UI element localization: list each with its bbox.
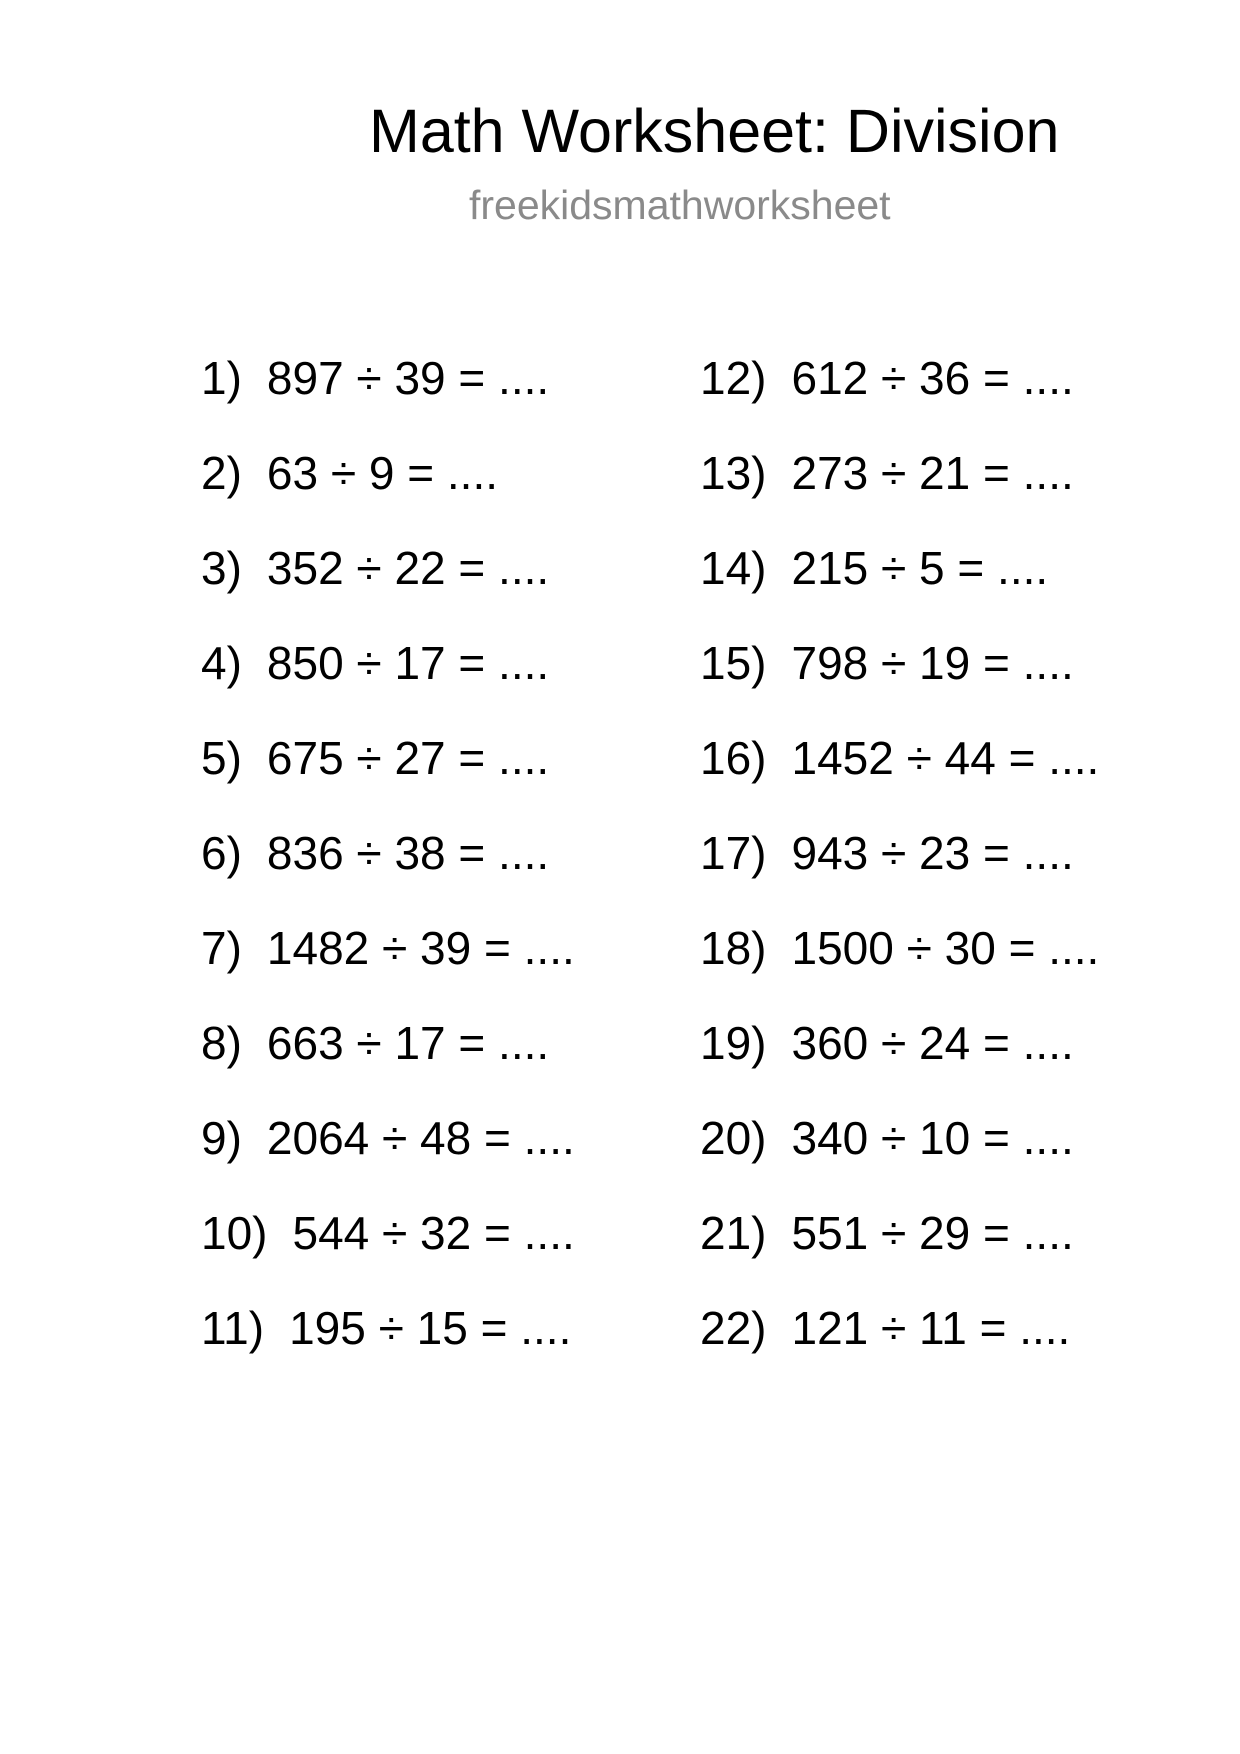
problem-expression: 360 ÷ 24 = .... <box>791 1017 1074 1069</box>
problem-expression: 798 ÷ 19 = .... <box>791 637 1074 689</box>
problem-column-right <box>700 350 1099 1395</box>
problem-expression: 63 ÷ 9 = .... <box>266 447 499 499</box>
problem-number: 4) <box>201 637 242 689</box>
problem-item <box>700 1015 1099 1110</box>
problem-expression: 340 ÷ 10 = .... <box>791 1112 1074 1164</box>
problem-item <box>201 445 575 540</box>
problem-expression: 1452 ÷ 44 = .... <box>791 732 1100 784</box>
problem-item <box>201 1110 575 1205</box>
problem-expression: 195 ÷ 15 = .... <box>289 1302 572 1354</box>
problem-number: 11) <box>201 1302 265 1354</box>
problem-item <box>700 635 1099 730</box>
problem-number: 2) <box>201 447 242 499</box>
problem-expression: 1482 ÷ 39 = .... <box>266 922 575 974</box>
problem-number: 1) <box>201 352 242 404</box>
problem-number: 18) <box>700 922 767 974</box>
problem-number: 6) <box>201 827 242 879</box>
problem-number: 10) <box>201 1207 268 1259</box>
problem-expression: 352 ÷ 22 = .... <box>266 542 550 594</box>
problem-expression: 675 ÷ 27 = .... <box>266 732 550 784</box>
problem-item <box>201 1205 575 1300</box>
problem-item <box>700 540 1099 635</box>
problem-expression: 2064 ÷ 48 = .... <box>266 1112 575 1164</box>
problem-item <box>700 350 1099 445</box>
problem-number: 14) <box>700 542 767 594</box>
problem-item <box>201 1015 575 1110</box>
problem-number: 3) <box>201 542 242 594</box>
problem-item <box>201 350 575 445</box>
problem-item <box>700 1205 1099 1300</box>
problem-number: 17) <box>700 827 767 879</box>
problem-number: 19) <box>700 1017 767 1069</box>
problem-number: 8) <box>201 1017 242 1069</box>
problem-number: 20) <box>700 1112 767 1164</box>
problem-expression: 897 ÷ 39 = .... <box>266 352 550 404</box>
problem-expression: 663 ÷ 17 = .... <box>266 1017 550 1069</box>
problem-item <box>700 825 1099 920</box>
worksheet-subtitle: freekidsmathworksheet <box>469 182 891 228</box>
problem-item <box>201 540 575 635</box>
problem-expression: 836 ÷ 38 = .... <box>266 827 550 879</box>
problem-number: 16) <box>700 732 767 784</box>
problem-expression: 850 ÷ 17 = .... <box>266 637 550 689</box>
problem-expression: 121 ÷ 11 = .... <box>791 1302 1071 1354</box>
problem-number: 7) <box>201 922 242 974</box>
worksheet-title: Math Worksheet: Division <box>369 97 1060 165</box>
problem-number: 9) <box>201 1112 242 1164</box>
problem-item <box>201 825 575 920</box>
problem-expression: 273 ÷ 21 = .... <box>791 447 1074 499</box>
problem-expression: 1500 ÷ 30 = .... <box>791 922 1100 974</box>
problem-item <box>700 1300 1099 1395</box>
problem-item <box>201 635 575 730</box>
problem-item <box>700 920 1099 1015</box>
problem-item <box>201 920 575 1015</box>
problem-number: 5) <box>201 732 242 784</box>
problem-number: 15) <box>700 637 767 689</box>
problem-number: 21) <box>700 1207 767 1259</box>
problem-number: 22) <box>700 1302 767 1354</box>
problem-item <box>201 1300 575 1395</box>
problem-number: 13) <box>700 447 767 499</box>
problem-expression: 612 ÷ 36 = .... <box>791 352 1074 404</box>
problem-number: 12) <box>700 352 767 404</box>
problem-item <box>201 730 575 825</box>
problem-expression: 943 ÷ 23 = .... <box>791 827 1074 879</box>
problem-expression: 551 ÷ 29 = .... <box>791 1207 1074 1259</box>
problem-item <box>700 1110 1099 1205</box>
problem-item <box>700 730 1099 825</box>
problem-expression: 215 ÷ 5 = .... <box>791 542 1049 594</box>
problem-column-left <box>201 350 575 1395</box>
problem-item <box>700 445 1099 540</box>
problem-expression: 544 ÷ 32 = .... <box>292 1207 575 1259</box>
